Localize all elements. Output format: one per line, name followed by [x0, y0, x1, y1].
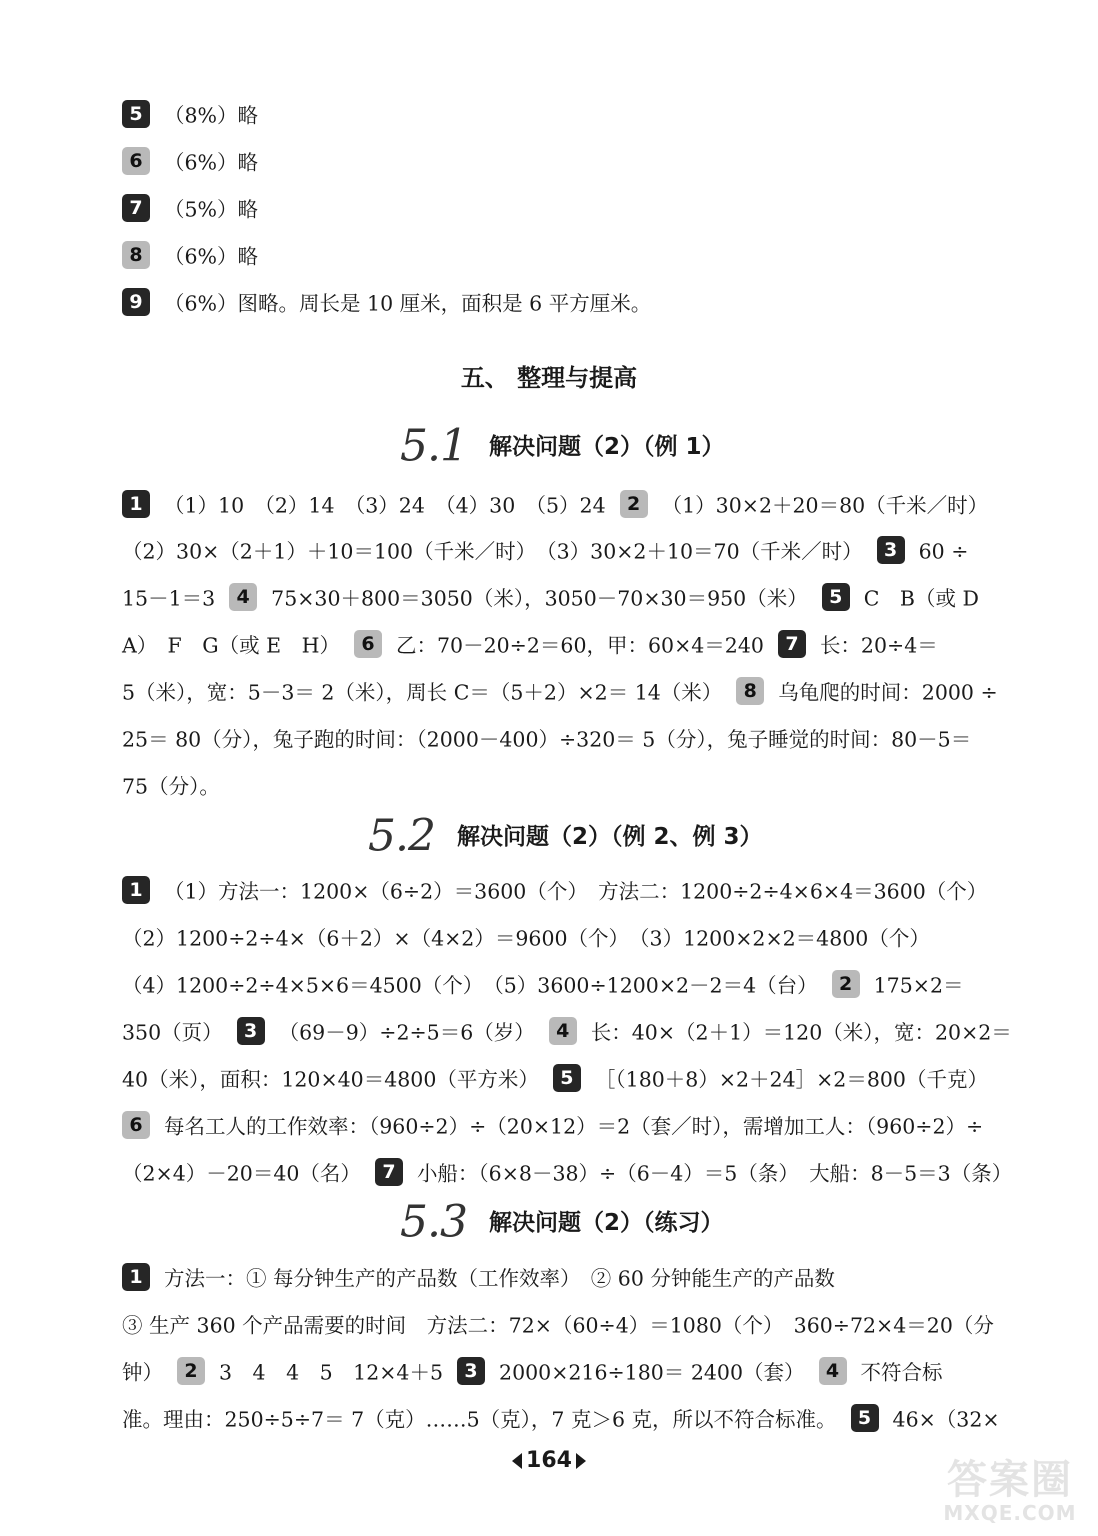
- s51-line-2: [122, 530, 1017, 570]
- question-badge: 7: [778, 630, 806, 658]
- question-badge: 6: [354, 630, 382, 658]
- section-number: 5.2: [368, 810, 435, 862]
- question-badge: 2: [177, 1357, 205, 1385]
- question-badge: 4: [819, 1357, 847, 1385]
- question-badge: 1: [122, 1263, 150, 1291]
- section-heading-5-3: [400, 1194, 724, 1250]
- answer-text: 15－1＝3: [122, 586, 216, 611]
- question-badge: 2: [620, 490, 648, 518]
- chapter-title: 五、 整理与提高: [460, 364, 638, 392]
- s52-line-3: [122, 964, 1017, 1004]
- answer-text: 60 ÷: [918, 539, 969, 564]
- answer-line-8: [122, 235, 1017, 275]
- s53-line-1: [122, 1257, 1017, 1297]
- answer-text: ③ 生产 360 个产品需要的时间 方法二：72×（60÷4）＝1080（个） 360÷72×4＝20（分: [122, 1313, 994, 1338]
- answer-text: 钟）: [122, 1360, 163, 1385]
- answer-text: （5%）略: [164, 197, 259, 222]
- answer-text: 长：40×（2＋1）＝120（米），宽：20×2＝: [590, 1020, 1012, 1045]
- answer-text: （1）10 （2）14 （3）24 （4）30 （5）24: [164, 493, 606, 518]
- section-title: 解决问题（2）（练习）: [488, 1209, 724, 1236]
- triangle-right-icon: [576, 1453, 586, 1469]
- section-title: 解决问题（2）（例 1）: [488, 433, 725, 460]
- s53-line-4: [122, 1398, 1017, 1438]
- answer-text: 不符合标: [860, 1360, 943, 1385]
- question-badge: 3: [877, 536, 905, 564]
- s51-line-5: [122, 671, 1017, 711]
- question-badge: 6: [122, 147, 150, 175]
- question-badge: 7: [122, 194, 150, 222]
- section-title: 解决问题（2）（例 2、例 3）: [456, 823, 763, 850]
- question-badge: 5: [553, 1064, 581, 1092]
- answer-text: 40（米），面积：120×40＝4800（平方米）: [122, 1067, 539, 1092]
- watermark: [930, 1458, 1090, 1528]
- answer-text: 乌龟爬的时间：2000 ÷: [778, 680, 998, 705]
- s51-line-6: [122, 718, 1017, 758]
- answer-text: （6%）图略。周长是 10 厘米，面积是 6 平方厘米。: [164, 291, 652, 316]
- answer-text: 方法一：① 每分钟生产的产品数（工作效率） ② 60 分钟能生产的产品数: [164, 1266, 835, 1291]
- answer-text: （1）30×2＋20＝80（千米／时）: [661, 493, 989, 518]
- answer-text: 每名工人的工作效率：（960÷2）÷（20×12）＝2（套／时），需增加工人：（960÷2）÷: [164, 1114, 984, 1139]
- answer-text: 乙：70－20÷2＝60，甲：60×4＝240: [396, 633, 764, 658]
- answer-text: （69－9）÷2÷5＝6（岁）: [278, 1020, 535, 1045]
- answer-text: 2000×216÷180＝ 2400（套）: [499, 1360, 805, 1385]
- question-badge: 7: [375, 1158, 403, 1186]
- s52-line-7: [122, 1152, 1017, 1192]
- question-badge: 4: [229, 583, 257, 611]
- answer-text: （1）方法一：1200×（6÷2）＝3600（个） 方法二：1200÷2÷4×6×4＝3600（个）: [164, 879, 988, 904]
- section-heading-5-2: [368, 808, 763, 864]
- answer-text: 75×30＋800＝3050（米），3050－70×30＝950（米）: [271, 586, 808, 611]
- section-number: 5.3: [400, 1196, 467, 1248]
- question-badge: 3: [237, 1017, 265, 1045]
- question-badge: 5: [122, 100, 150, 128]
- question-badge: 1: [122, 876, 150, 904]
- answer-line-9: [122, 282, 1017, 322]
- answer-text: （2）1200÷2÷4×（6＋2）×（4×2）＝9600（个） （3）1200×2×2＝4800（个）: [122, 926, 930, 951]
- answer-text: 25＝ 80（分），兔子跑的时间：（2000－400）÷320＝ 5（分），兔子睡觉的时间：80－5＝: [122, 727, 972, 752]
- question-badge: 5: [822, 583, 850, 611]
- answer-text: （4）1200÷2÷4×5×6＝4500（个） （5）3600÷1200×2－2＝4（台）: [122, 973, 818, 998]
- answer-text: （2×4）－20＝40（名）: [122, 1161, 361, 1186]
- s52-line-4: [122, 1011, 1017, 1051]
- watermark-url: MXQE.COM: [943, 1501, 1077, 1525]
- answer-text: （6%）略: [164, 244, 259, 269]
- answer-text: 350（页）: [122, 1020, 223, 1045]
- question-badge: 9: [122, 288, 150, 316]
- s51-line-4: [122, 624, 1017, 664]
- s53-line-3: [122, 1351, 1017, 1391]
- s51-line-1: [122, 484, 1017, 524]
- triangle-left-icon: [512, 1453, 522, 1469]
- answer-text: 准。理由：250÷5÷7＝ 7（克）……5（克），7 克＞6 克，所以不符合标准。: [122, 1407, 837, 1432]
- s53-line-2: [122, 1304, 1017, 1344]
- question-badge: 6: [122, 1111, 150, 1139]
- s51-line-3: [122, 577, 1017, 617]
- page-number-text: 164: [526, 1448, 572, 1473]
- question-badge: 1: [122, 490, 150, 518]
- answer-line-7: [122, 188, 1017, 228]
- answer-text: （6%）略: [164, 150, 259, 175]
- section-number: 5.1: [400, 420, 467, 472]
- answer-text: A） F G（或 E H）: [122, 633, 341, 658]
- answer-text: 5（米），宽：5－3＝ 2（米），周长 C＝（5＋2）×2＝ 14（米）: [122, 680, 723, 705]
- answer-text: ［（180＋8）×2＋24］×2＝800（千克）: [594, 1067, 988, 1092]
- answer-text: 46×（32×: [892, 1407, 1000, 1432]
- answer-text: （8%）略: [164, 103, 259, 128]
- question-badge: 8: [122, 241, 150, 269]
- answer-text: 175×2＝: [873, 973, 964, 998]
- s52-line-6: [122, 1105, 1017, 1145]
- answer-text: 小船：（6×8－38）÷（6－4）＝5（条） 大船：8－5＝3（条）: [416, 1161, 1013, 1186]
- s52-line-2: [122, 917, 1017, 957]
- answer-text: （2）30×（2＋1）＋10＝100（千米／时） （3）30×2＋10＝70（千米／时）: [122, 539, 863, 564]
- answer-line-5: [122, 94, 1017, 134]
- answer-line-6: [122, 141, 1017, 181]
- s51-line-7: [122, 765, 1017, 805]
- s52-line-5: [122, 1058, 1017, 1098]
- watermark-logo-text: 答案圈: [947, 1457, 1073, 1503]
- answer-text: 长：20÷4＝: [819, 633, 938, 658]
- question-badge: 8: [736, 677, 764, 705]
- answer-text: 3 4 4 5 12×4＋5: [219, 1360, 444, 1385]
- question-badge: 5: [851, 1404, 879, 1432]
- section-heading-5-1: [400, 418, 725, 474]
- answer-text: 75（分）。: [122, 774, 220, 799]
- question-badge: 4: [549, 1017, 577, 1045]
- question-badge: 2: [832, 970, 860, 998]
- s52-line-1: [122, 870, 1017, 910]
- question-badge: 3: [457, 1357, 485, 1385]
- answer-text: C B（或 D: [863, 586, 979, 611]
